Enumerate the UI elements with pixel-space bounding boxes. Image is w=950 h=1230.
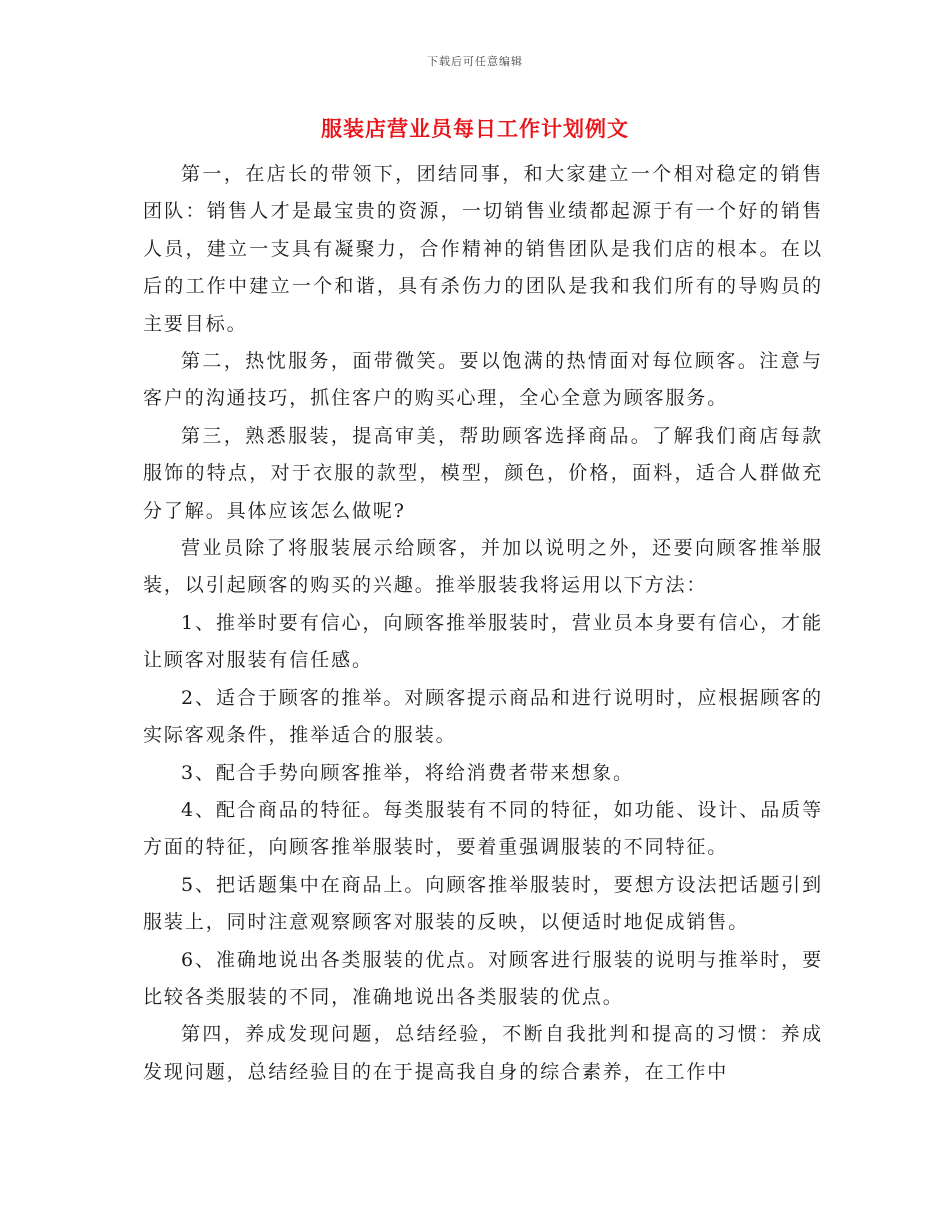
paragraph-recommend-intro: 营业员除了将服装展示给顾客，并加以说明之外，还要向顾客推举服装，以引起顾客的购买的兴趣。推举服装我将运用以下方法： — [143, 537, 823, 597]
paragraph-method-6: 6、准确地说出各类服装的优点。对顾客进行服装的说明与推举时，要比较各类服装的不同，准确地说出各类服装的优点。 — [143, 948, 823, 1008]
paragraph-method-1: 1、推举时要有信心，向顾客推举服装时，营业员本身要有信心，才能让顾客对服装有信任感。 — [143, 611, 823, 672]
document-title: 服装店营业员每日工作计划例文 — [321, 116, 629, 141]
paragraph-method-3: 3、配合手势向顾客推举，将给消费者带来想象。 — [181, 761, 634, 784]
paragraph-method-4: 4、配合商品的特征。每类服装有不同的特征，如功能、设计、品质等方面的特征，向顾客推举服装时，要着重强调服装的不同特征。 — [143, 798, 823, 859]
paragraph-service: 第二，热忱服务，面带微笑。要以饱满的热情面对每位顾客。注意与客户的沟通技巧，抓住客户的购买心理，全心全意为顾客服务。 — [143, 350, 823, 410]
paragraph-method-5: 5、把话题集中在商品上。向顾客推举服装时，要想方设法把话题引到服装上，同时注意观察顾客对服装的反映，以便适时地促成销售。 — [143, 873, 823, 934]
header-note: 下载后可任意编辑 — [427, 55, 523, 68]
paragraph-method-2: 2、适合于顾客的推举。对顾客提示商品和进行说明时，应根据顾客的实际客观条件，推举适合的服装。 — [143, 686, 823, 747]
paragraph-product-knowledge: 第三，熟悉服装，提高审美，帮助顾客选择商品。了解我们商店每款服饰的特点，对于衣服的款型，模型，颜色，价格，面料，适合人群做充分了解。具体应该怎么做呢? — [143, 424, 823, 522]
document-body — [143, 156, 823, 1091]
paragraph-team: 第一，在店长的带领下，团结同事，和大家建立一个相对稳定的销售团队：销售人才是最宝贵的资源，一切销售业绩都起源于有一个好的销售人员，建立一支具有凝聚力，合作精神的销售团队是我们店的根本。在以后的工作中建立一个和谐，具有杀伤力的团队是我和我们所有的导购员的主要目标。 — [143, 163, 823, 335]
paragraph-self-improvement: 第四，养成发现问题，总结经验，不断自我批判和提高的习惯：养成发现问题，总结经验目的在于提高我自身的综合素养，在工作中 — [143, 1023, 823, 1083]
